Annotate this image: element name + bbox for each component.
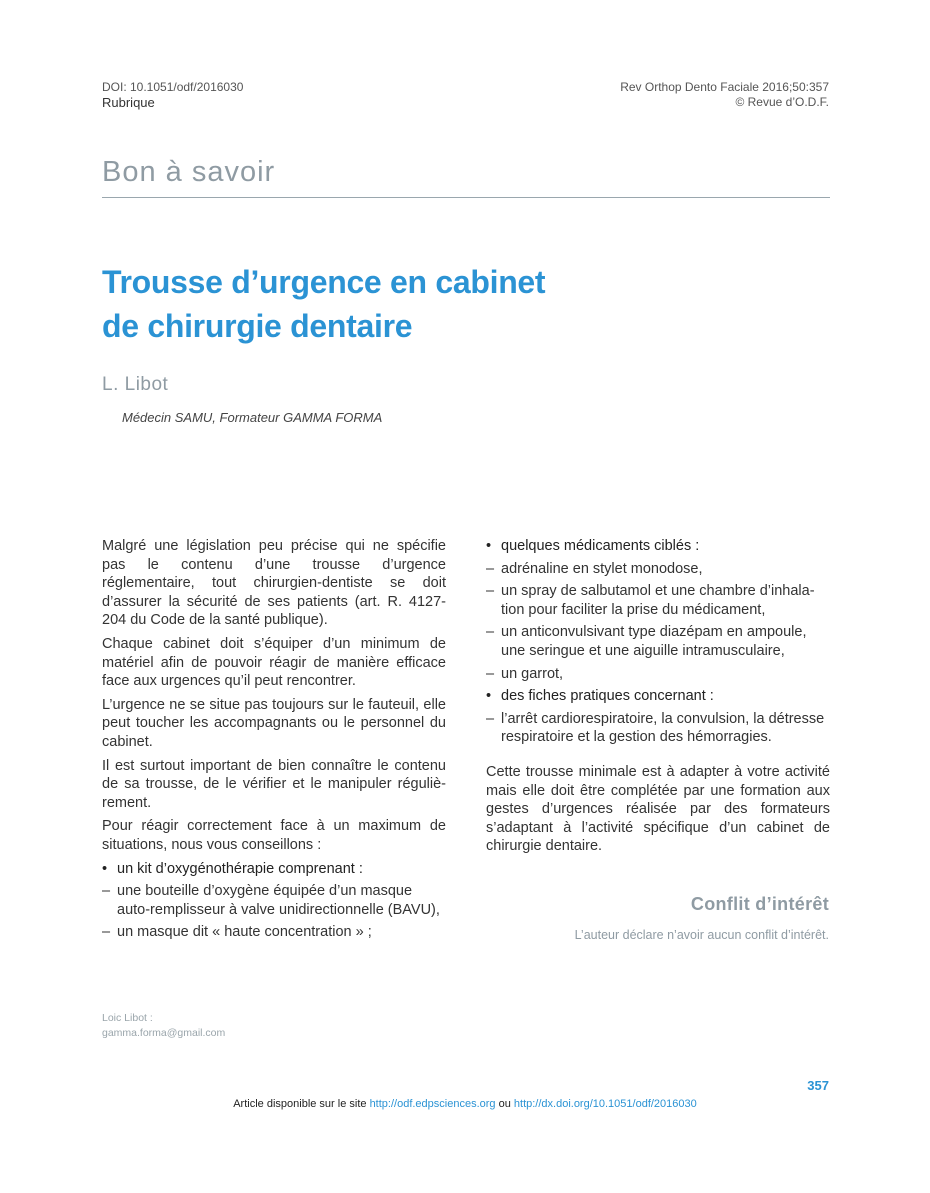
dash-item xyxy=(486,665,830,684)
section-title: Bon à savoir xyxy=(102,156,276,188)
doi-text: DOI: 10.1051/odf/2016030 xyxy=(102,80,244,94)
bullet-text: quelques médicaments ciblés : xyxy=(501,538,700,554)
footer xyxy=(0,1098,930,1110)
dash-item xyxy=(486,623,830,660)
paragraph: Pour réagir correctement face à un maximum de situations, nous vous conseillons : xyxy=(102,818,446,853)
dash-item xyxy=(486,582,830,619)
dash-mark: – xyxy=(486,583,495,600)
journal-citation: Rev Orthop Dento Faciale 2016;50:357 xyxy=(620,80,829,94)
article-title-line1: Trousse d’urgence en cabinet xyxy=(102,264,546,300)
paragraph: Malgré une législation peu précise qui ne spécifie pas le contenu d’une trousse d’urgence réglementaire, tout chirurgien-dentiste se doit d’assurer la sécurité de ses patients (art. R. 4127-204 du Code de la santé publique). xyxy=(102,538,446,629)
left-column xyxy=(102,537,446,946)
header-left xyxy=(102,80,243,110)
dash-text: un spray de salbutamol et une chambre d’inhalation pour faciliter la prise du médicament, xyxy=(501,583,815,618)
dash-text: l’arrêt cardiorespiratoire, la convulsion, la détresse respiratoire et la gestion des hémorragies. xyxy=(501,710,825,746)
dash-text: un anticonvulsivant type diazépam en ampoule, une seringue et une aiguille intramusculaire, xyxy=(501,624,807,659)
footer-link-site[interactable]: http://odf.edpsciences.org xyxy=(369,1098,496,1110)
bullet-text: des fiches pratiques concernant : xyxy=(501,688,714,705)
dash-text: adrénaline en stylet monodose, xyxy=(501,560,703,577)
bullet-mark: • xyxy=(486,538,492,554)
paragraph: Cette trousse minimale est à adapter à votre activité mais elle doit être complétée par une formation aux gestes d’urgences réalisée par des formateurs s’adaptant à l’activité spécifique d’un cabinet de chirurgie dentaire. xyxy=(486,763,830,855)
dash-item xyxy=(486,710,830,747)
dash-mark: – xyxy=(486,560,495,577)
article-title-line2: de chirurgie dentaire xyxy=(102,308,413,344)
dash-mark: – xyxy=(486,624,495,641)
bullet-mark: • xyxy=(102,860,108,877)
copyright-text: © Revue d’O.D.F. xyxy=(735,95,829,109)
dash-text: une bouteille d’oxygène équipée d’un masque auto-remplisseur à valve unidirectionnelle (BAVU), xyxy=(117,883,440,918)
correspondence xyxy=(102,1011,225,1041)
dash-text: un garrot, xyxy=(501,665,564,682)
conflict-title: Conflit d’intérêt xyxy=(690,894,829,914)
bullet-item xyxy=(486,687,830,706)
dash-mark: – xyxy=(102,883,111,900)
author-name: L. Libot xyxy=(102,374,169,395)
article-title xyxy=(102,260,742,348)
paragraph: Il est surtout important de bien connaître le contenu de sa trousse, de le vérifier et le manipuler régulièrement. xyxy=(102,757,446,811)
correspondence-name: Loic Libot : xyxy=(102,1012,153,1024)
conflict-text: L’auteur déclare n’avoir aucun conflit d’intérêt. xyxy=(574,928,829,942)
footer-link-doi[interactable]: http://dx.doi.org/10.1051/odf/2016030 xyxy=(513,1098,697,1110)
author-affiliation: Médecin SAMU, Formateur GAMMA FORMA xyxy=(122,410,383,425)
footer-middle: ou xyxy=(495,1098,514,1110)
dash-mark: – xyxy=(486,665,495,682)
footer-prefix: Article disponible sur le site xyxy=(233,1098,370,1110)
bullet-item xyxy=(102,860,446,879)
dash-item xyxy=(102,923,446,942)
dash-text: un masque dit « haute concentration » ; xyxy=(117,924,372,941)
header-right xyxy=(620,80,829,110)
correspondence-email: gamma.forma@gmail.com xyxy=(102,1027,226,1039)
dash-item xyxy=(486,560,830,579)
section-divider xyxy=(102,197,830,198)
dash-mark: – xyxy=(102,924,111,941)
paragraph: Chaque cabinet doit s’équiper d’un minimum de matériel afin de pouvoir réagir de manière efficace face aux urgences qu’il peut rencontrer. xyxy=(102,635,446,690)
bullet-mark: • xyxy=(486,688,492,705)
dash-mark: – xyxy=(486,710,495,727)
right-column xyxy=(486,537,830,861)
paragraph: L’urgence ne se situe pas toujours sur le fauteuil, elle peut toucher les accompagnants ou le personnel du cabinet. xyxy=(102,696,446,750)
rubrique-label: Rubrique xyxy=(102,95,155,110)
bullet-item xyxy=(486,537,830,556)
dash-item xyxy=(102,882,446,919)
bullet-text: un kit d’oxygénothérapie comprenant : xyxy=(117,860,363,877)
page-number: 357 xyxy=(807,1078,829,1093)
